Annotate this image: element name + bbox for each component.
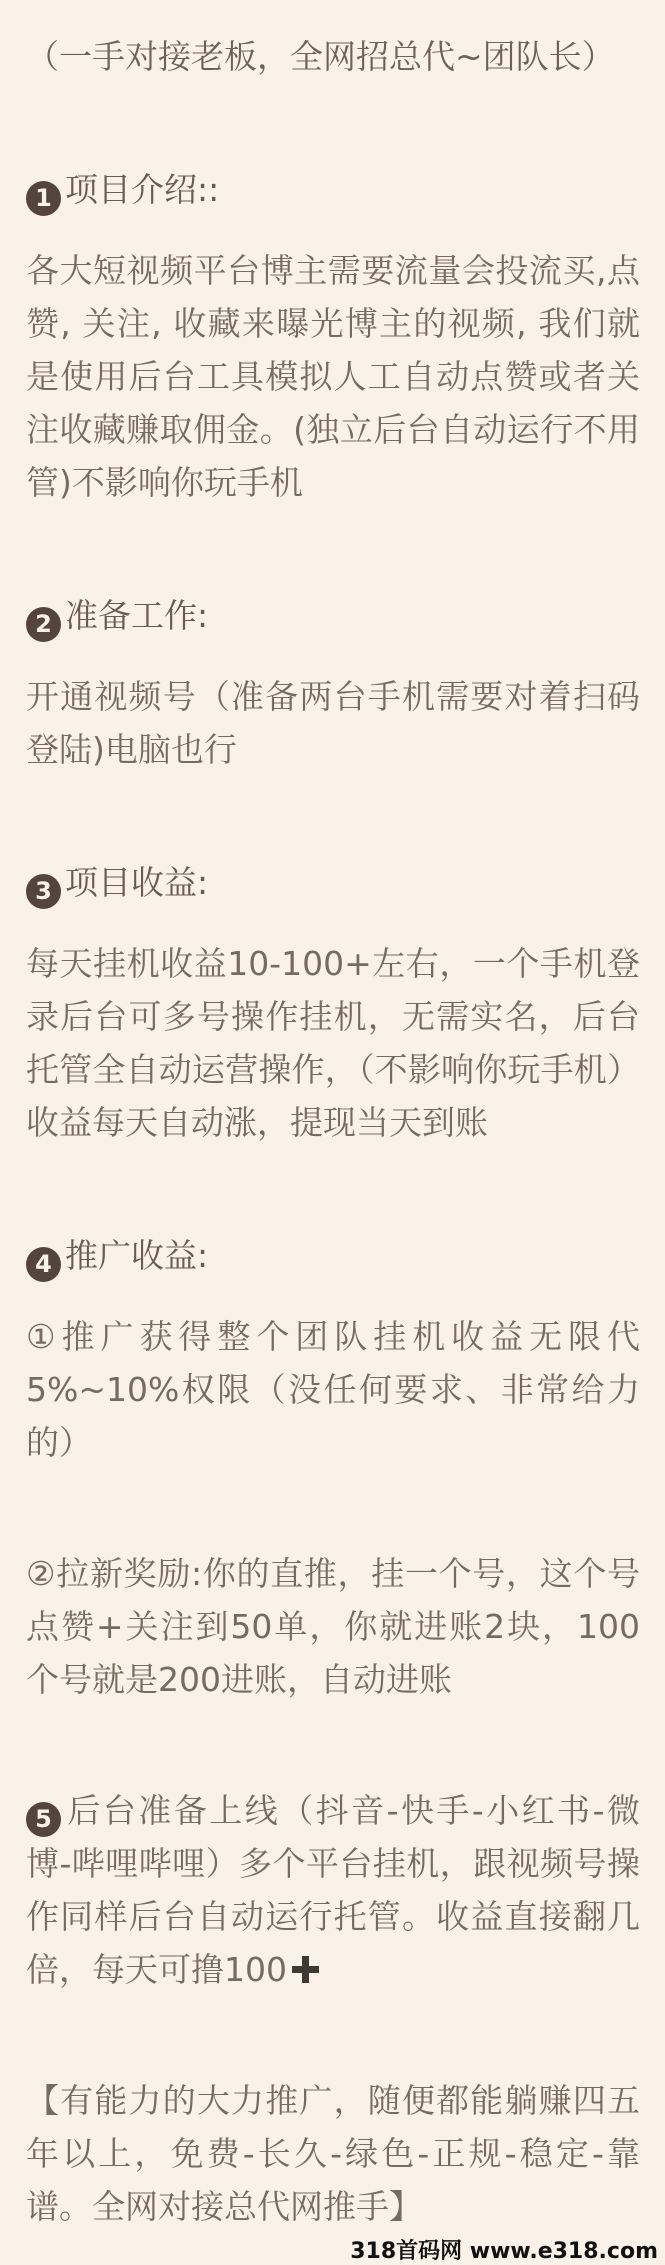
circled-3-badge: 3: [26, 874, 61, 909]
closing-note: 【有能力的大力推广，随便都能躺赚四五年以上，免费-长久-绿色-正规-稳定-靠谱。全网对接总代网推手】: [26, 2081, 640, 2226]
watermark: 318首码网 www.e318.com: [350, 2239, 658, 2264]
section-4-title: 推广收益:: [65, 1236, 209, 1275]
plus-icon: [292, 1956, 319, 1983]
section-3-title: 项目收益:: [65, 863, 209, 902]
section-1-paragraph: 各大短视频平台博主需要流量会投流买,点赞, 关注, 收藏来曝光博主的视频, 我们就是使用后台工具模拟人工自动点赞或者关注收藏赚取佣金。(独立后台自动运行不用管)不影响你玩手机: [26, 251, 640, 502]
header-line: （一手对接老板，全网招总代~团队长）: [26, 37, 615, 76]
section-2-title: 准备工作:: [65, 596, 209, 635]
circled-2-badge: 2: [26, 607, 61, 642]
section-1-heading: [26, 163, 640, 216]
section-5-text: 后台准备上线（抖音-快手-小红书-微博-哔哩哔哩）多个平台挂机，跟视频号操作同样后台自动运行托管。收益直接翻几倍，每天可撸100: [26, 1791, 640, 1989]
circled-5-badge: 5: [26, 1802, 61, 1837]
section-5-paragraph: [26, 1784, 640, 1996]
section-4-paragraph-1: ①推广获得整个团队挂机收益无限代5%~10%权限（没任何要求、非常给力的）: [26, 1317, 640, 1462]
section-4-heading: [26, 1229, 640, 1282]
section-3-heading: [26, 856, 640, 909]
section-4-paragraph-2: ②拉新奖励:你的直推，挂一个号，这个号点赞+关注到50单，你就进账2块，100个号就是200进账，自动进账: [26, 1554, 640, 1699]
circled-4-badge: 4: [26, 1247, 61, 1282]
section-3-paragraph: 每天挂机收益10-100+左右，一个手机登录后台可多号操作挂机，无需实名，后台托管全自动运营操作，（不影响你玩手机）收益每天自动涨，提现当天到账: [26, 944, 640, 1142]
section-2-heading: [26, 589, 640, 642]
section-1-title: 项目介绍::: [65, 170, 220, 209]
section-2-paragraph: 开通视频号（准备两台手机需要对着扫码登陆)电脑也行: [26, 677, 640, 769]
circled-1-badge: 1: [26, 181, 61, 216]
